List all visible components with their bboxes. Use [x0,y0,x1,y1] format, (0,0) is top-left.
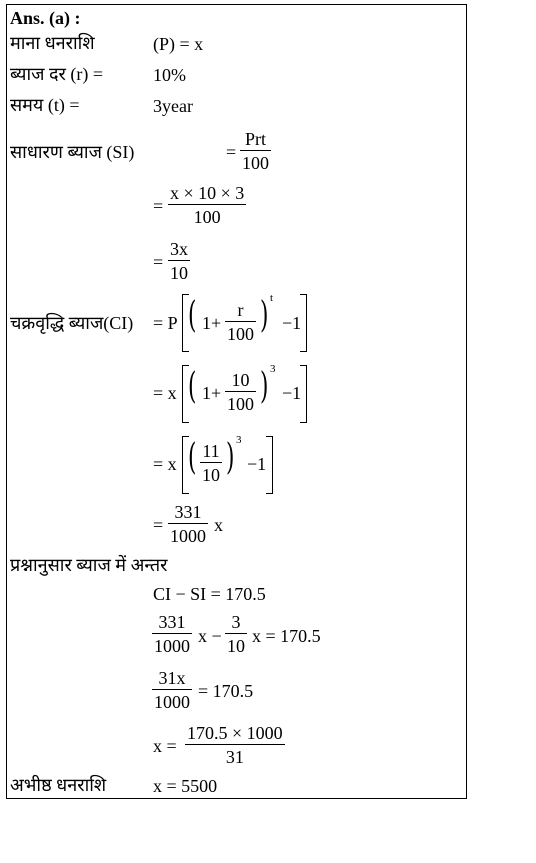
si-f3-num: 3x [170,239,188,259]
diff-e3-end: = 170.5 [198,681,254,701]
ci-l1-pre: = P [153,313,178,333]
diff-e2-n1: 331 [152,613,192,634]
diff-e3-fraction [152,669,192,711]
ci-l4-eq: = [153,515,164,535]
right-bracket [300,294,307,352]
principal-value: (P) = x [153,34,204,54]
right-bracket [266,436,273,494]
ci-l3-fraction [200,442,222,484]
si-fraction-3 [168,240,190,282]
si-fraction-2 [168,184,246,226]
answer-heading: Ans. (a) : [10,8,81,28]
diff-e2-d1: 1000 [154,636,190,656]
answer-value: x = 5500 [153,776,218,796]
rate-label: ब्याज दर (r) = [10,64,104,84]
right-paren: ) [226,437,235,478]
diff-e4-num: 170.5 × 1000 [187,723,283,743]
ci-l4-den: 1000 [170,526,206,546]
si-f1-den: 100 [242,153,269,173]
ci-l2-pre: = x [153,383,177,403]
ci-l1-minus: −1 [282,313,302,333]
right-paren: ) [260,295,269,336]
si-eq: = [226,142,237,162]
ci-l1-den: 100 [227,324,254,344]
si-eq-2: = [153,196,164,216]
diff-eq1: CI − SI = 170.5 [153,584,266,604]
ci-l3-num: 11 [200,442,222,463]
ci-l3-exp: 3 [236,434,242,446]
si-f2-den: 100 [193,207,221,227]
si-f1-num: Prt [240,130,271,151]
diff-e2-fraction-2 [225,613,247,655]
left-paren: ( [188,437,197,478]
ci-l2-minus: −1 [282,383,302,403]
rate-value: 10% [153,65,186,85]
diff-e3-den: 1000 [154,692,190,712]
diff-label: प्रश्नानुसार ब्याज में अन्तर [10,555,168,575]
ci-l3-minus: −1 [247,454,267,474]
answer-label: अभीष्ठ धनराशि [10,775,107,795]
ci-l2-fraction [225,371,256,413]
diff-e4-den: 31 [225,747,244,767]
principal-label: माना धनराशि [10,33,95,53]
left-paren: ( [188,366,197,407]
ci-l4-fraction [168,503,208,545]
ci-l1-num: r [225,301,256,322]
time-label: समय (t) = [10,95,80,115]
si-label: साधारण ब्याज (SI) [10,142,135,162]
diff-e2-fraction-1 [152,613,192,655]
right-bracket [300,365,307,423]
diff-e3-num: 31x [152,669,192,690]
si-f3-den: 10 [170,263,188,283]
diff-e2-mid: x − [198,626,222,646]
ci-l1-exp: t [270,292,274,304]
si-eq-3: = [153,252,164,272]
diff-e4-fraction [185,724,285,766]
ci-l3-den: 10 [202,465,220,485]
ci-l1-fraction [225,301,256,343]
ci-l2-den: 100 [227,394,254,414]
ci-l1-one: 1+ [202,313,222,333]
si-f2-num: x × 10 × 3 [170,183,245,203]
ci-l2-num: 10 [225,371,256,392]
right-paren: ) [260,366,269,407]
ci-l2-exp: 3 [270,363,276,375]
ci-l4-x: x [214,515,223,535]
time-value: 3year [153,96,193,116]
ci-l3-pre: = x [153,454,177,474]
diff-e2-end: x = 170.5 [252,626,321,646]
diff-e2-d2: 10 [227,636,245,656]
ci-l4-num: 331 [168,503,208,524]
left-paren: ( [188,295,197,336]
ci-label: चक्रवृद्धि ब्याज(CI) [10,313,134,333]
diff-e4-pre: x = [153,736,177,756]
ci-l2-one: 1+ [202,383,222,403]
diff-e2-n2: 3 [225,613,247,634]
si-fraction-1 [240,130,271,172]
